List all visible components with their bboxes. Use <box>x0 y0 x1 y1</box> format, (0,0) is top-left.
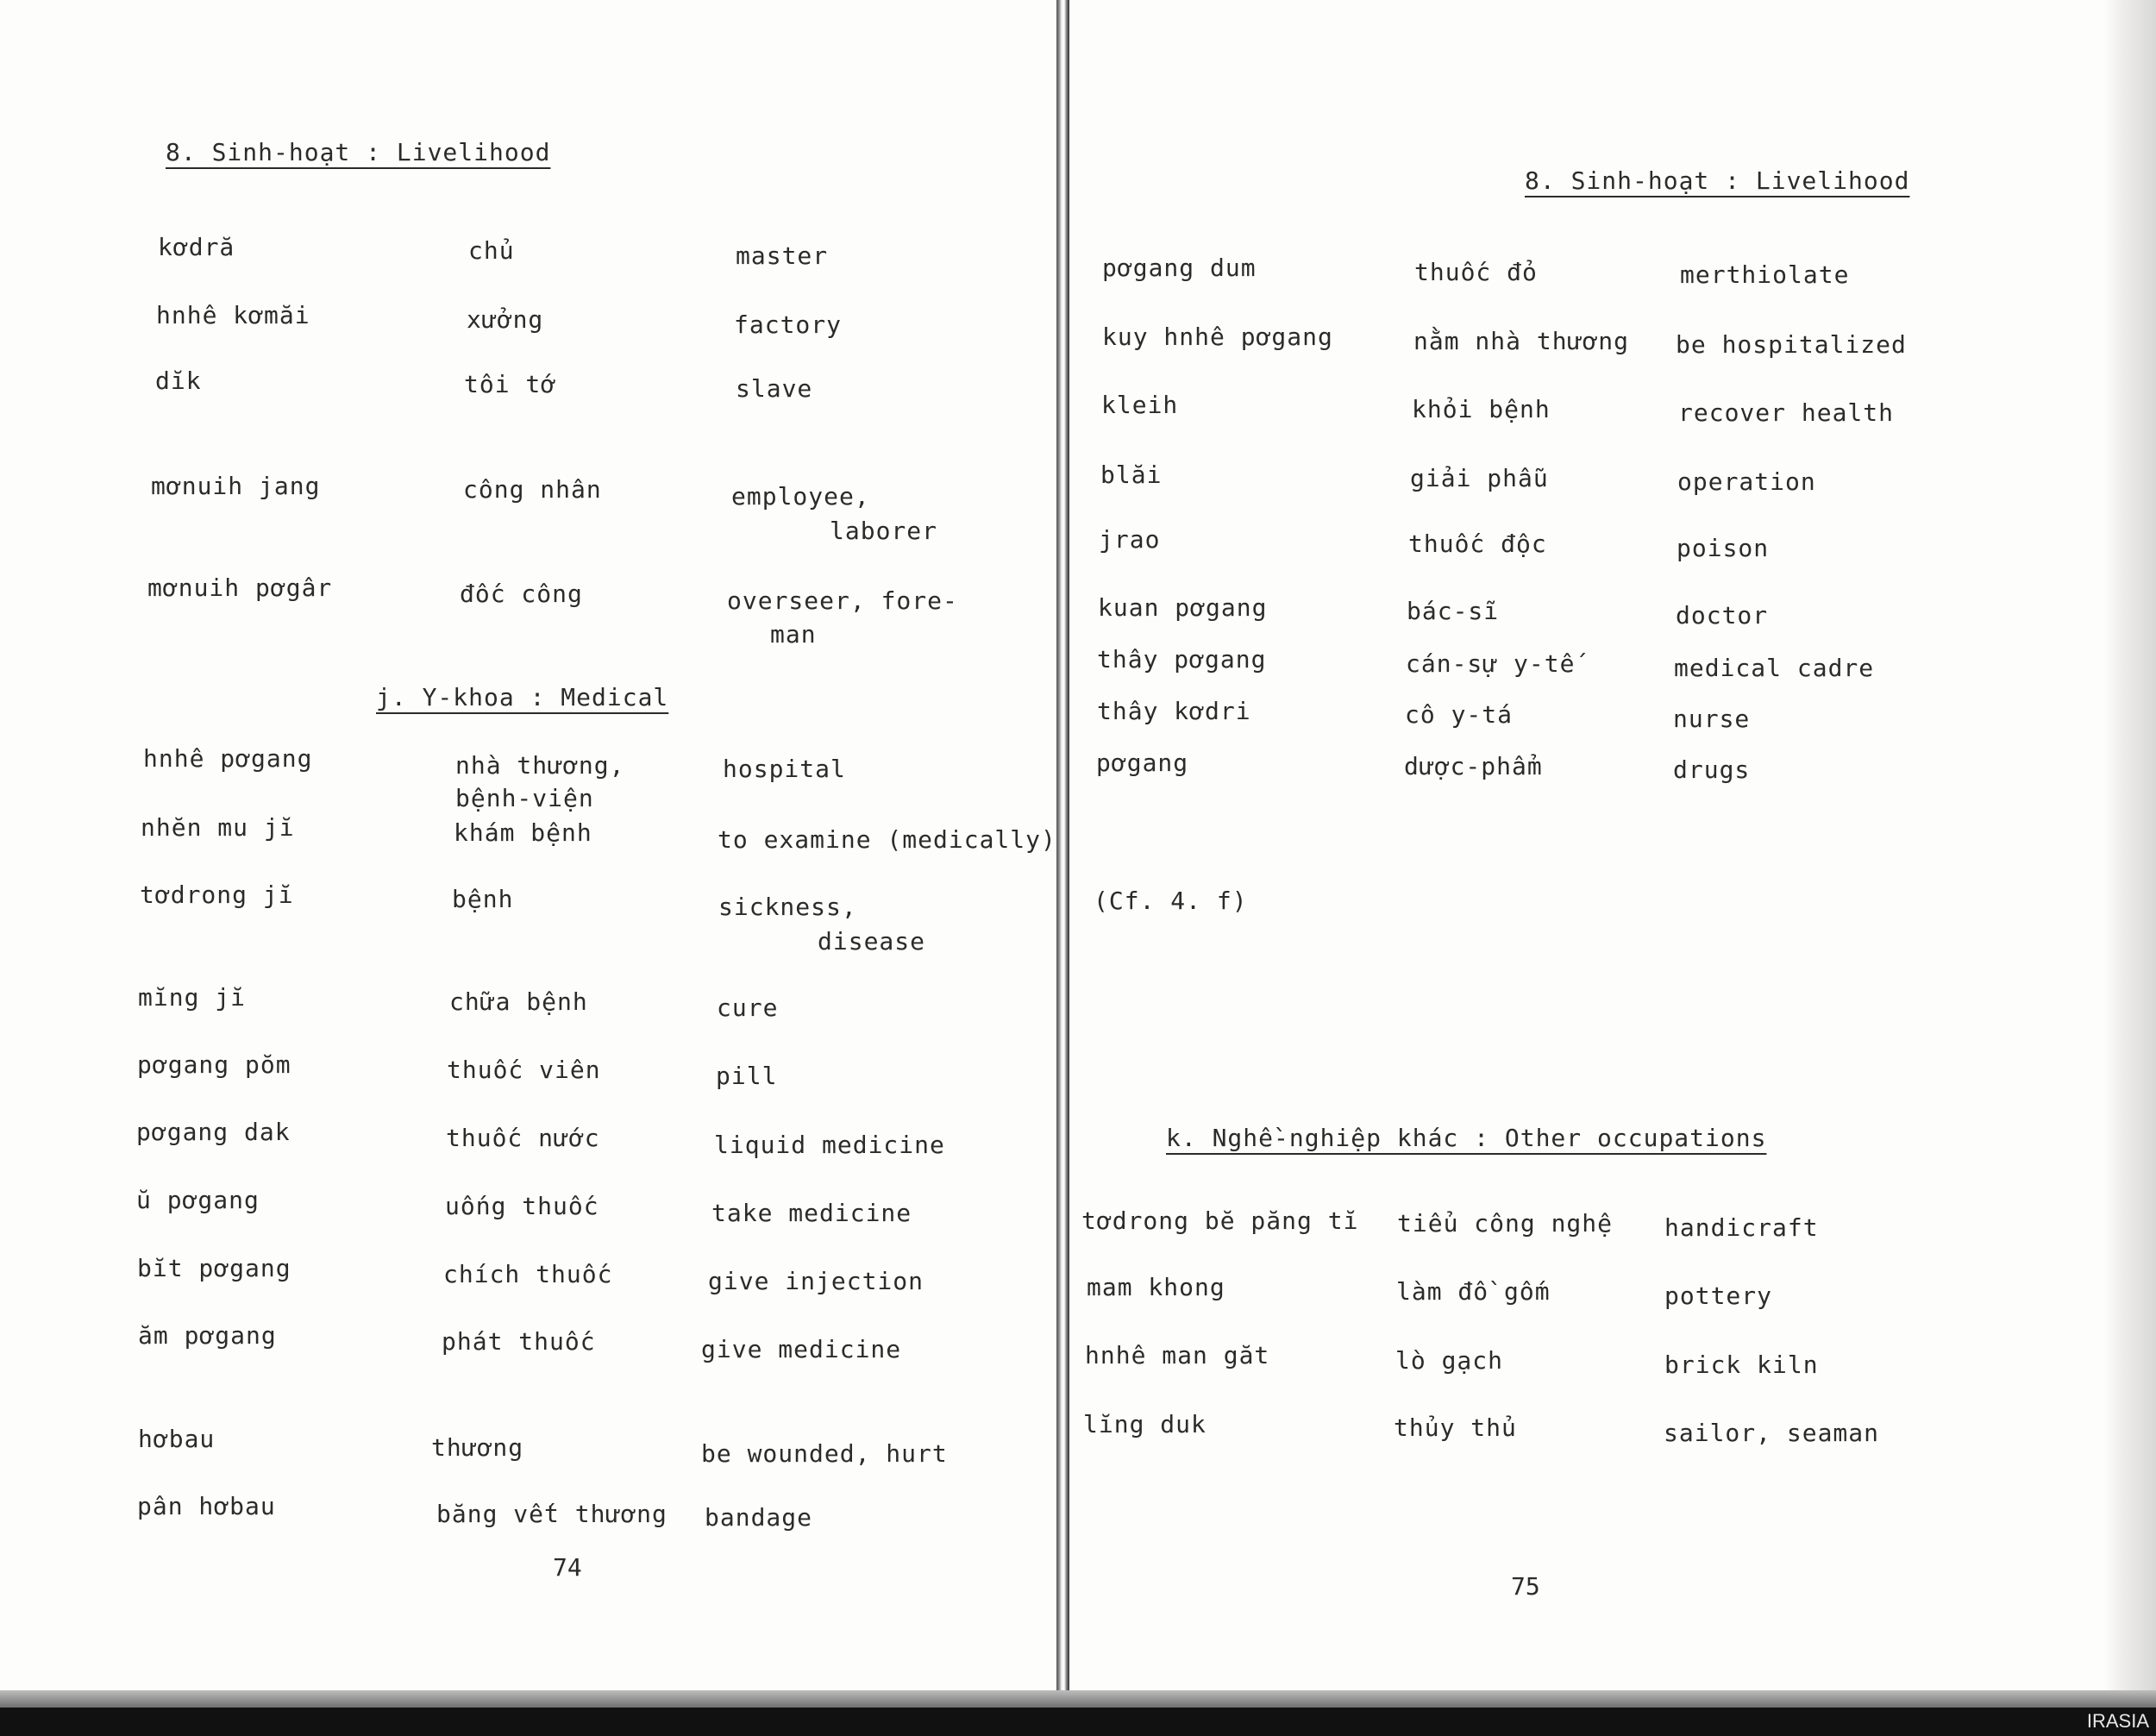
page-number: 75 <box>1511 1572 1540 1601</box>
vietnamese: cô y-tá <box>1405 700 1514 729</box>
vietnamese: bác-sĩ <box>1407 597 1500 625</box>
vietnamese: uống thuốc <box>445 1192 599 1220</box>
english: doctor <box>1676 601 1769 630</box>
vietnamese: thuốc viên <box>447 1056 601 1084</box>
term: pơgang dum <box>1102 254 1257 282</box>
vietnamese: tiểu công nghệ <box>1397 1209 1614 1238</box>
term: kơdră <box>158 233 235 261</box>
term: mam khong <box>1087 1273 1225 1301</box>
english: be hospitalized <box>1676 330 1907 359</box>
english: pottery <box>1664 1282 1773 1310</box>
vietnamese: thuốc độc <box>1408 530 1547 558</box>
english: to examine (medically) <box>718 825 1056 854</box>
english: cure <box>717 993 779 1022</box>
vietnamese: chữa bệnh <box>449 987 588 1016</box>
term: ăm pơgang <box>138 1321 277 1350</box>
term: jrao <box>1099 525 1161 554</box>
term: kleih <box>1101 391 1179 419</box>
term: hnhê kơmăi <box>156 301 310 329</box>
right-page <box>1069 0 2139 1695</box>
term: ŭ pơgang <box>136 1186 260 1214</box>
scan-bottom-edge <box>0 1690 2156 1708</box>
vietnamese: làm đồ gốm <box>1396 1277 1551 1306</box>
vietnamese: phát thuốc <box>442 1327 596 1356</box>
english-continued: man <box>770 620 817 649</box>
page-edge-shadow <box>2104 0 2156 1695</box>
term: hnhê pơgang <box>143 744 313 773</box>
english: poison <box>1677 534 1770 562</box>
english: operation <box>1677 467 1816 496</box>
book-gutter <box>1056 0 1069 1695</box>
vietnamese: đốc công <box>460 580 583 608</box>
english: merthiolate <box>1680 260 1850 289</box>
vietnamese: bệnh <box>452 885 514 913</box>
scan-border <box>0 1708 2156 1736</box>
vietnamese: công nhân <box>463 475 602 504</box>
english: liquid medicine <box>714 1131 945 1159</box>
livelihood-heading: 8. Sinh-hoạt : Livelihood <box>1525 166 1910 195</box>
vietnamese: xưởng <box>467 305 544 334</box>
term: mơnuih pơgâr <box>147 573 333 602</box>
english: drugs <box>1673 755 1751 784</box>
vietnamese: nhà thương, <box>455 751 625 780</box>
term: nhĕn mu jĭ <box>141 813 295 842</box>
term: lĭng duk <box>1083 1410 1206 1438</box>
vietnamese: thuốc đỏ <box>1414 258 1538 286</box>
term: pân hơbau <box>137 1492 276 1520</box>
vietnamese-continued: bệnh-viện <box>455 784 594 812</box>
vietnamese: băng vết thương <box>436 1500 667 1528</box>
english: recover health <box>1678 398 1895 427</box>
cross-reference: (Cf. 4. f) <box>1094 887 1248 915</box>
english-continued: disease <box>818 927 926 956</box>
vietnamese: thương <box>431 1433 524 1462</box>
vietnamese: chủ <box>468 236 515 265</box>
vietnamese: nằm nhà thương <box>1413 327 1630 355</box>
english: take medicine <box>711 1199 912 1227</box>
english: medical cadre <box>1674 654 1875 682</box>
occupations-heading: k. Nghề-nghiệp khác : Other occupations <box>1166 1124 1767 1152</box>
english: sailor, seaman <box>1664 1419 1880 1447</box>
term: tơdrong bĕ păng tĭ <box>1081 1206 1359 1235</box>
term: mơnuih jang <box>151 472 321 500</box>
english: master <box>736 241 829 270</box>
english: hospital <box>723 755 846 783</box>
term: pơgang <box>1096 749 1189 777</box>
term: hnhê man găt <box>1085 1341 1270 1369</box>
term: mĭng jĭ <box>138 983 247 1012</box>
term: thây pơgang <box>1097 645 1267 674</box>
english: factory <box>734 310 843 339</box>
vietnamese: cán-sự y-tế <box>1406 649 1576 678</box>
medical-heading: j. Y-khoa : Medical <box>376 683 669 711</box>
vietnamese: chích thuốc <box>443 1260 613 1288</box>
english: handicraft <box>1664 1213 1819 1242</box>
english: pill <box>716 1062 778 1090</box>
term: tơdrong jĭ <box>140 881 294 909</box>
livelihood-heading: 8. Sinh-hoạt : Livelihood <box>166 138 551 166</box>
english: be wounded, hurt <box>701 1439 948 1468</box>
vietnamese: giải phẫu <box>1410 464 1549 492</box>
vietnamese: thủy thủ <box>1394 1413 1517 1442</box>
term: pơgang dak <box>136 1118 291 1146</box>
english-continued: laborer <box>830 517 938 545</box>
page-number: 74 <box>553 1553 582 1582</box>
english: overseer, fore- <box>727 586 958 615</box>
english: employee, <box>731 482 870 511</box>
vietnamese: tôi tớ <box>464 370 557 398</box>
term: blăi <box>1100 461 1163 489</box>
term: thây kơdri <box>1097 697 1251 725</box>
vietnamese: thuốc nước <box>446 1124 600 1152</box>
watermark: IRASIA <box>2086 1710 2149 1732</box>
vietnamese: lò gạch <box>1395 1346 1504 1375</box>
english: give medicine <box>701 1335 902 1363</box>
english: slave <box>736 374 813 403</box>
english: bandage <box>705 1503 813 1532</box>
term: bĭt pơgang <box>137 1254 291 1282</box>
vietnamese: khám bệnh <box>454 818 592 847</box>
vietnamese: khỏi bệnh <box>1412 395 1551 423</box>
english: sickness, <box>718 893 857 921</box>
left-page <box>0 0 1056 1695</box>
term: hơbau <box>138 1425 216 1453</box>
english: give injection <box>708 1267 924 1295</box>
term: kuy hnhê pơgang <box>1102 323 1333 351</box>
term: kuan pơgang <box>1098 593 1268 622</box>
term: pơgang pŏm <box>137 1050 291 1079</box>
english: brick kiln <box>1664 1351 1819 1379</box>
vietnamese: dược-phẩm <box>1404 752 1543 780</box>
english: nurse <box>1673 705 1751 733</box>
term: dĭk <box>155 367 202 395</box>
